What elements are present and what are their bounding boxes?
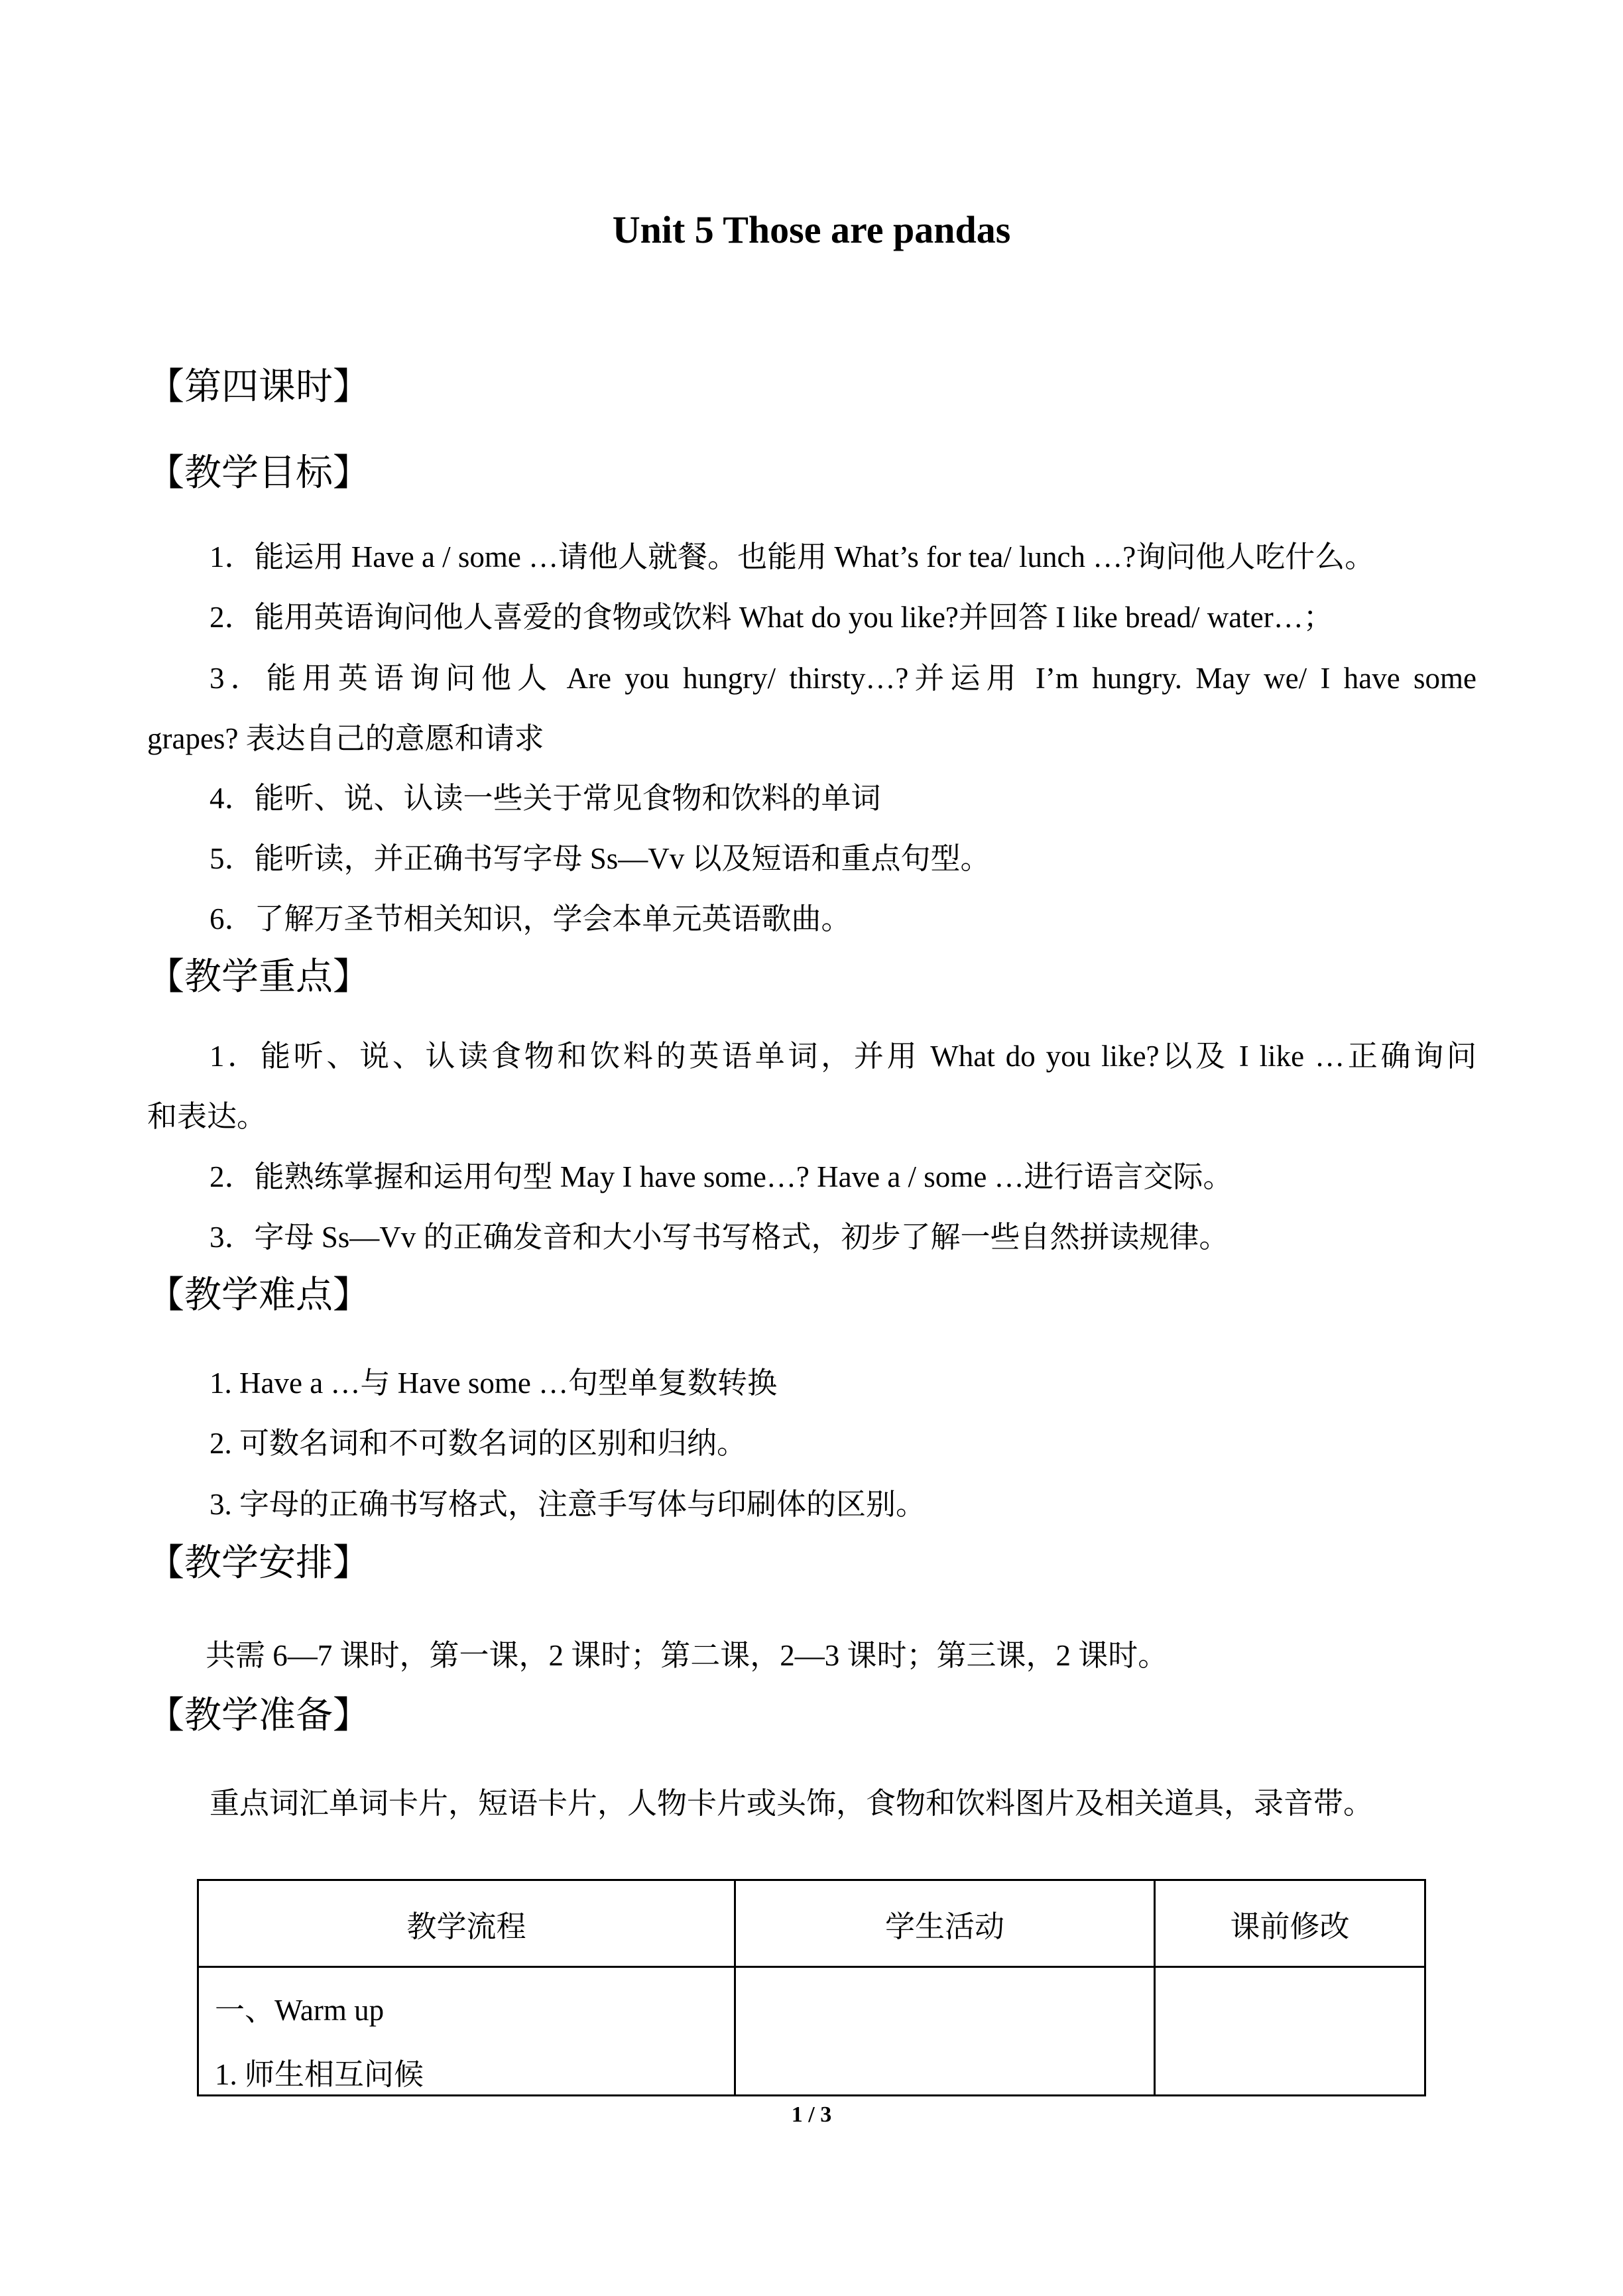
objective-item: 5．能听读，并正确书写字母 Ss—Vv 以及短语和重点句型。 <box>210 842 991 875</box>
table-header-row <box>198 1880 1425 1967</box>
table-row <box>198 1967 1425 2096</box>
objective-item: 3．能用英语询问他人 Are you hungry/ thirsty…?并运用 I’m hungry. May we/ I have some <box>210 662 1476 695</box>
preparation-heading: 【教学准备】 <box>147 1695 370 1736</box>
document-title: Unit 5 Those are pandas <box>612 208 1011 251</box>
page-number: 1 / 3 <box>791 2102 832 2127</box>
objectives-heading: 【教学目标】 <box>147 453 370 494</box>
process-cell <box>198 1967 735 2096</box>
objective-item-continued: grapes? 表达自己的意愿和请求 <box>147 722 544 755</box>
revision-cell <box>1155 1967 1425 2096</box>
key-point-item-continued: 和表达。 <box>147 1100 267 1133</box>
warm-up-label: 一、Warm up <box>215 1994 385 2027</box>
lesson-tag: 【第四课时】 <box>147 367 370 408</box>
objective-item: 1．能运用 Have a / some …请他人就餐。也能用 What’s for tea/ lunch …?询问他人吃什么。 <box>210 540 1375 574</box>
objective-item: 6．了解万圣节相关知识，学会本单元英语歌曲。 <box>210 902 851 936</box>
arrangement-heading: 【教学安排】 <box>147 1543 370 1584</box>
key-points-heading: 【教学重点】 <box>147 957 370 998</box>
key-point-item: 1．能听、说、认读食物和饮料的英语单词，并用 What do you like?以及 I like …正确询问 <box>210 1040 1476 1073</box>
header-pre-class-revision: 课前修改 <box>1155 1880 1425 1967</box>
objective-item: 2．能用英语询问他人喜爱的食物或饮料 What do you like?并回答 I like bread/ water…； <box>210 601 1333 634</box>
key-point-item: 3．字母 Ss—Vv 的正确发音和大小写书写格式，初步了解一些自然拼读规律。 <box>210 1221 1229 1254</box>
difficulties-heading: 【教学难点】 <box>147 1275 370 1316</box>
student-activity-cell <box>735 1967 1155 2096</box>
greeting-step: 1. 师生相互问候 <box>215 2058 424 2091</box>
header-student-activity: 学生活动 <box>735 1880 1155 1967</box>
header-teaching-process: 教学流程 <box>198 1880 735 1967</box>
difficulty-item: 3. 字母的正确书写格式，注意手写体与印刷体的区别。 <box>210 1488 926 1521</box>
teaching-flow-table <box>197 1879 1426 2096</box>
difficulty-item: 1. Have a …与 Have some …句型单复数转换 <box>210 1366 778 1400</box>
key-point-item: 2．能熟练掌握和运用句型 May I have some…? Have a / some …进行语言交际。 <box>210 1160 1233 1193</box>
preparation-text: 重点词汇单词卡片，短语卡片，人物卡片或头饰，食物和饮料图片及相关道具，录音带。 <box>210 1787 1374 1820</box>
objective-item: 4．能听、说、认读一些关于常见食物和饮料的单词 <box>210 782 881 815</box>
arrangement-text: 共需 6—7 课时，第一课，2 课时；第二课，2—3 课时；第三课，2 课时。 <box>206 1639 1168 1672</box>
difficulty-item: 2. 可数名词和不可数名词的区别和归纳。 <box>210 1427 747 1460</box>
